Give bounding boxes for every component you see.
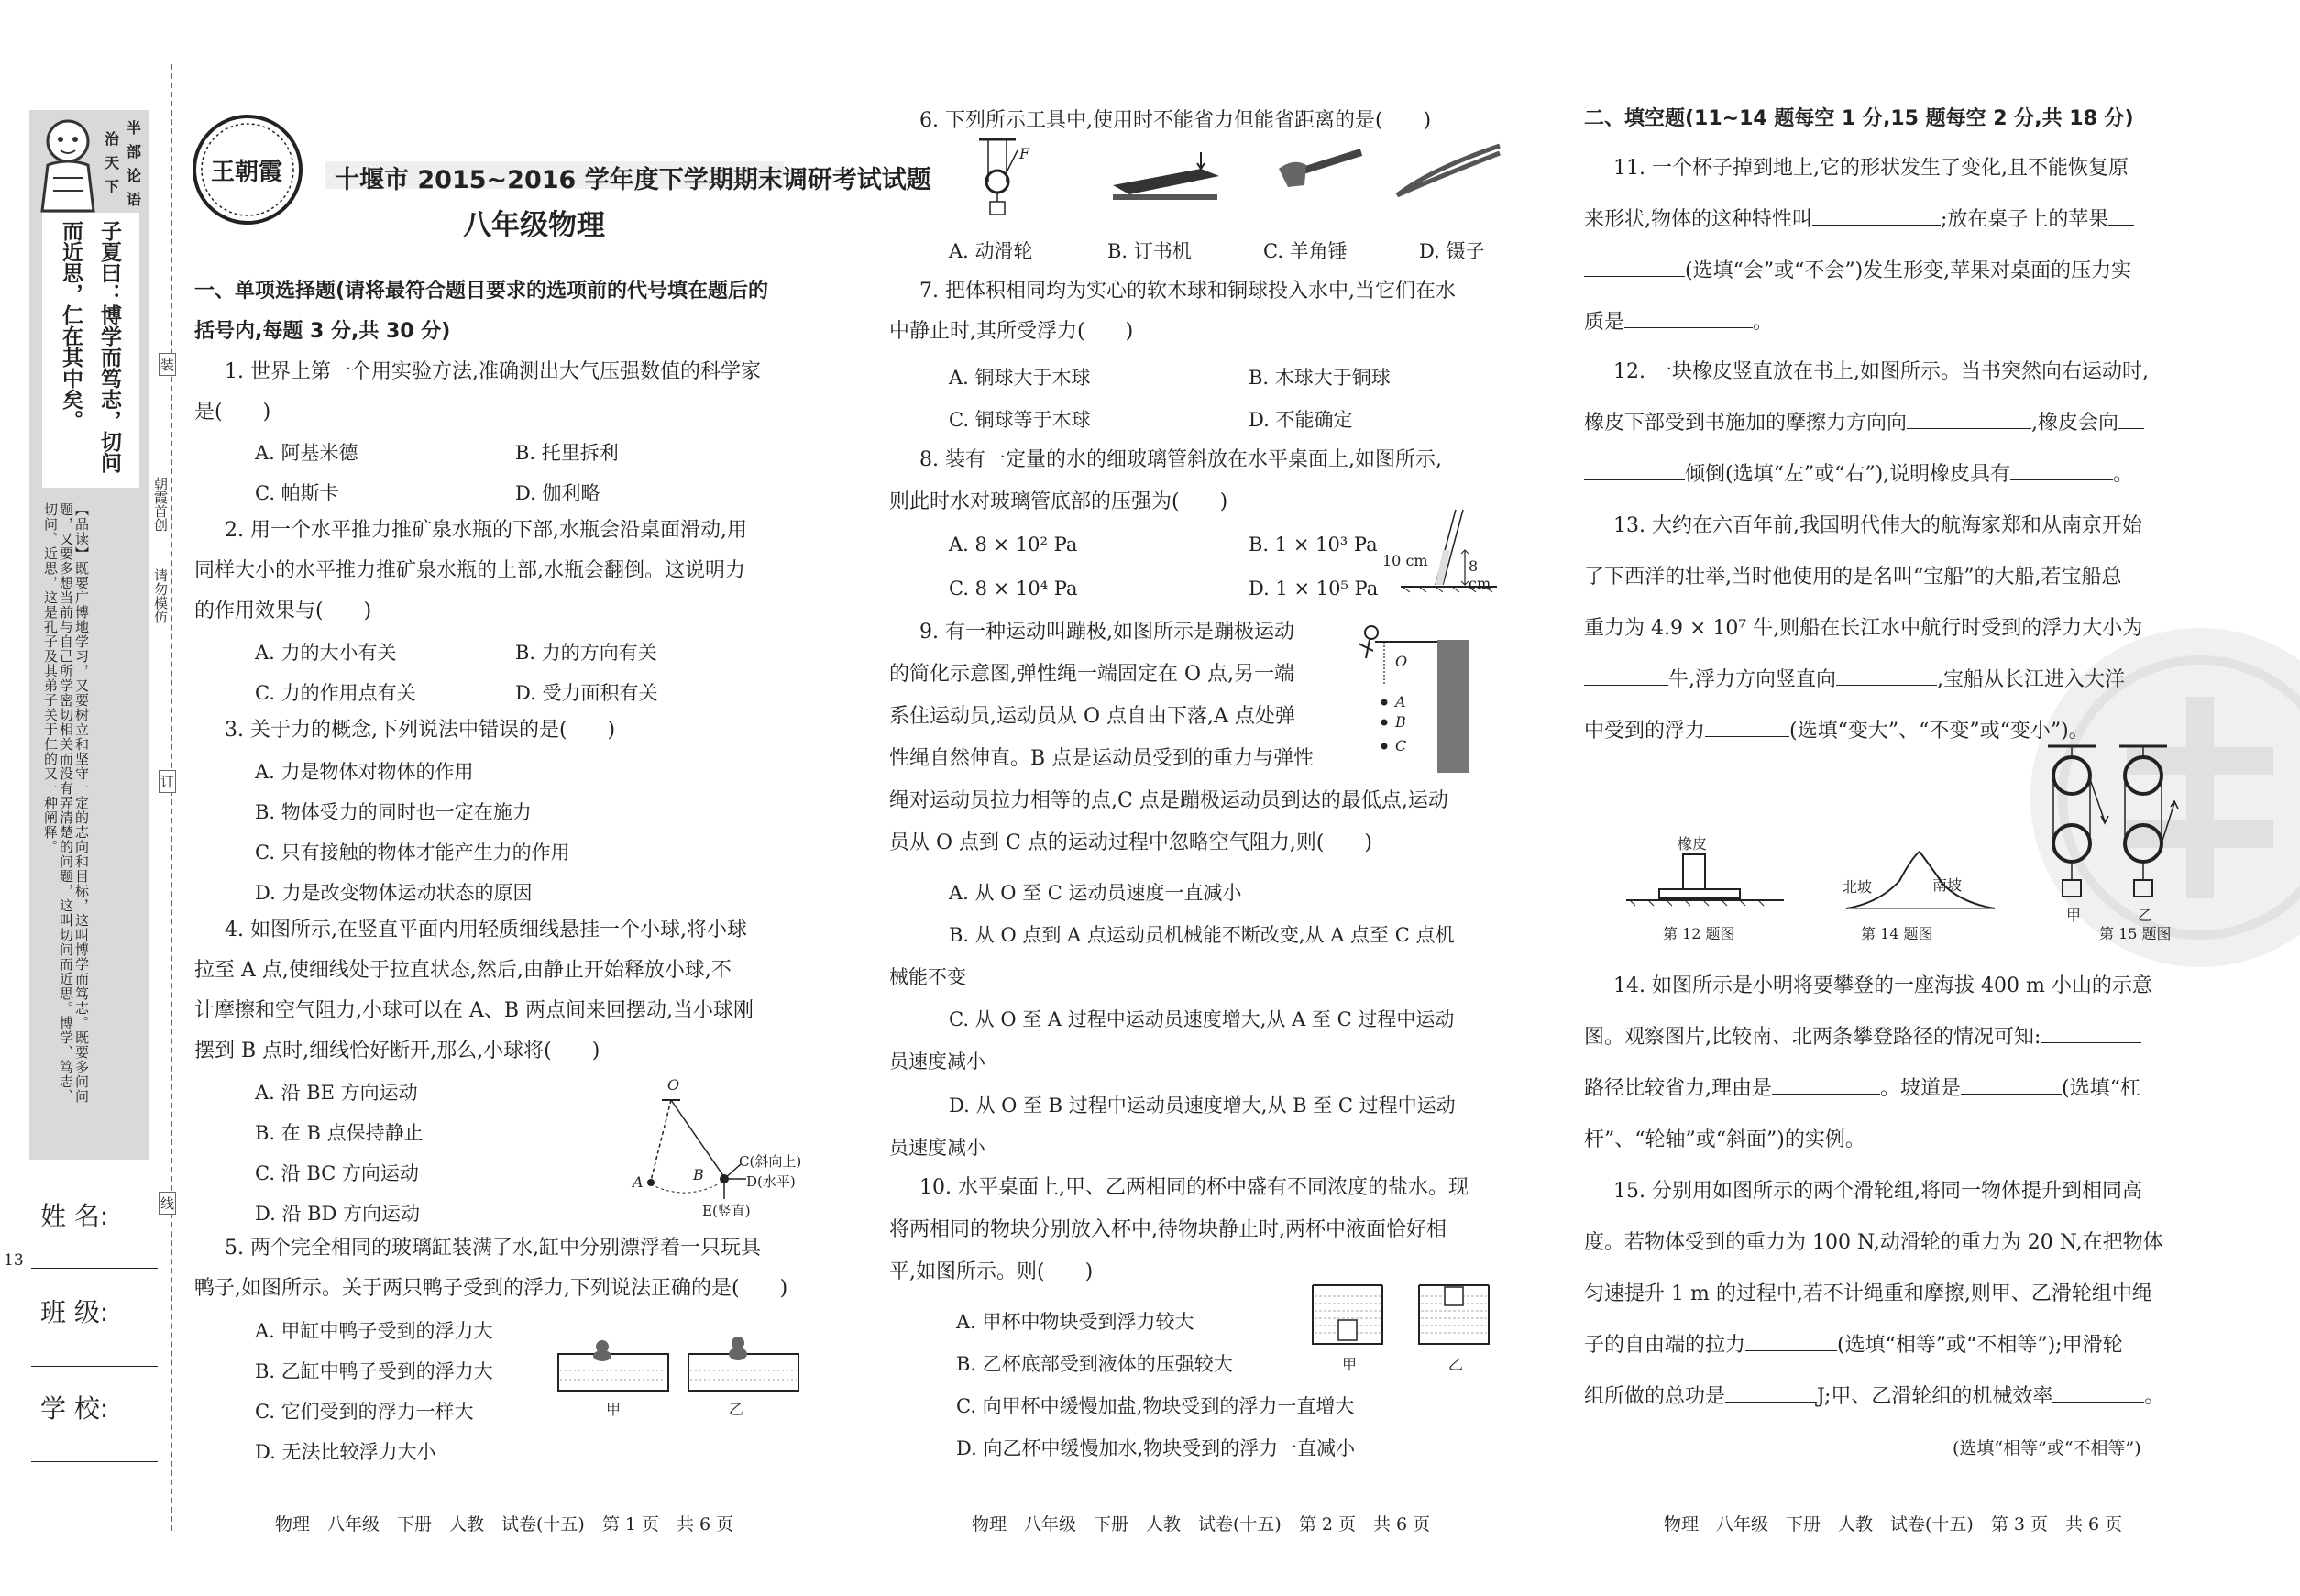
option: C. 帕斯卡 bbox=[255, 482, 339, 504]
option: C. 它们受到的浮力一样大 bbox=[255, 1401, 474, 1423]
question-9: 绳对运动员拉力相等的点,C 点是蹦极运动员到达的最低点,运动 bbox=[889, 789, 1448, 812]
question-1: 是( ) bbox=[194, 401, 271, 424]
logo bbox=[188, 110, 307, 229]
question-5: 鸭子,如图所示。关于两只鸭子受到的浮力,下列说法正确的是( ) bbox=[194, 1277, 788, 1300]
tweezers-figure bbox=[1393, 142, 1503, 206]
pendulum-figure bbox=[633, 1076, 816, 1219]
page-subtitle: 八年级物理 bbox=[463, 209, 605, 242]
option: D. 1 × 10⁵ Pa bbox=[1249, 578, 1379, 600]
option: C. 只有接触的物体才能产生力的作用 bbox=[255, 842, 570, 864]
answer-blank[interactable] bbox=[1772, 1073, 1880, 1095]
question-9: 的简化示意图,弹性绳一端固定在 O 点,另一端 bbox=[889, 663, 1295, 686]
bungee-figure bbox=[1357, 620, 1485, 776]
fig-label: O bbox=[1395, 653, 1408, 670]
option: B. 力的方向有关 bbox=[515, 642, 657, 664]
seal-char: 治 bbox=[105, 130, 120, 148]
claw-hammer-figure bbox=[1270, 145, 1370, 209]
option: A. 铜球大于木球 bbox=[949, 367, 1091, 389]
school-field[interactable] bbox=[31, 1461, 158, 1462]
option: C. 铜球等于木球 bbox=[949, 409, 1091, 431]
question-13: 重力为 4.9 × 10⁷ 牛,则船在长江水中航行时受到的浮力大小为 bbox=[1584, 617, 2143, 640]
fig-label: E(竖直) bbox=[702, 1203, 751, 1219]
binding-line bbox=[171, 64, 172, 1531]
question-7: 中静止时,其所受浮力( ) bbox=[889, 320, 1134, 343]
q11-text: (选填“会”或“不会”)发生形变,苹果对桌面的压力实 bbox=[1685, 259, 2132, 282]
question-6: 6. 下列所示工具中,使用时不能省力但能省距离的是( ) bbox=[919, 109, 1432, 132]
q15-text: 。 bbox=[2144, 1385, 2165, 1408]
eraser-figure bbox=[1623, 835, 1788, 944]
question-4: 摆到 B 点时,细线恰好断开,那么,小球将( ) bbox=[194, 1040, 600, 1062]
q12-text: 。 bbox=[2113, 463, 2134, 486]
pulley-blocks-figure bbox=[2035, 743, 2182, 953]
option: A. 力的大小有关 bbox=[255, 642, 397, 664]
option: D. 向乙杯中缓慢加水,物块受到的浮力一直减小 bbox=[956, 1437, 1356, 1459]
side-quote: 子夏曰：博学而笃志，切问而近思，仁在其中矣。 bbox=[59, 220, 121, 473]
pulley-figure bbox=[970, 136, 1034, 223]
question-7: 7. 把体积相同均为实心的软木球和铜球投入水中,当它们在水 bbox=[919, 280, 1456, 303]
option: C. 8 × 10⁴ Pa bbox=[949, 578, 1078, 600]
question-4: 4. 如图所示,在竖直平面内用轻质细线悬挂一个小球,将小球 bbox=[225, 919, 747, 941]
q12-text: ,橡皮会向 bbox=[2031, 412, 2119, 435]
glass-tube-figure bbox=[1382, 502, 1502, 594]
question-4: 计摩擦和空气阻力,小球可以在 A、B 两点间来回摆动,当小球刚 bbox=[194, 999, 754, 1022]
binding-note: 请勿模仿 bbox=[152, 568, 169, 623]
question-2: 2. 用一个水平推力推矿泉水瓶的下部,水瓶会沿桌面滑动,用 bbox=[225, 519, 747, 542]
fig-label: C(斜向上) bbox=[739, 1153, 802, 1170]
option: A. 动滑轮 bbox=[949, 240, 1033, 262]
option: B. 在 B 点保持静止 bbox=[255, 1122, 424, 1144]
question-3: 3. 关于力的概念,下列说法中错误的是( ) bbox=[225, 719, 616, 742]
question-12 bbox=[1584, 455, 2133, 495]
option: D. 从 O 至 B 过程中运动员速度增大,从 B 至 C 过程中运动 bbox=[949, 1095, 1456, 1117]
q15-text: 组所做的总功是 bbox=[1584, 1385, 1726, 1408]
question-10: 平,如图所示。则( ) bbox=[889, 1260, 1094, 1283]
option: A. 甲缸中鸭子受到的浮力大 bbox=[255, 1320, 493, 1342]
question-2: 同样大小的水平推力推矿泉水瓶的上部,水瓶会翻倒。这说明力 bbox=[194, 559, 745, 582]
question-12: 12. 一块橡皮竖直放在书上,如图所示。当书突然向右运动时, bbox=[1613, 360, 2149, 383]
q12-text: 橡皮下部受到书施加的摩擦力方向向 bbox=[1584, 412, 1908, 435]
fig-label: B bbox=[693, 1166, 704, 1183]
q13-text: 牛,浮力方向竖直向 bbox=[1668, 668, 1836, 691]
answer-blank[interactable] bbox=[2010, 459, 2113, 480]
school-label: 学 校: bbox=[40, 1393, 109, 1424]
answer-blank[interactable] bbox=[2052, 1381, 2144, 1403]
fig-caption: 第 12 题图 bbox=[1663, 925, 1735, 942]
question-9: 员从 O 点到 C 点的运动过程中忽略空气阻力,则( ) bbox=[889, 831, 1373, 854]
option: A. 从 O 至 C 运动员速度一直减小 bbox=[949, 882, 1242, 904]
question-2: 的作用效果与( ) bbox=[194, 600, 372, 622]
question-9: 9. 有一种运动叫蹦极,如图所示是蹦极运动 bbox=[919, 621, 1294, 644]
q14-text: 。坡道是 bbox=[1880, 1077, 1962, 1100]
side-commentary: 【品读】既要广博地学习，又要树立和坚守一定的志向和目标，这叫博学而笃志。既要多问问题，又要多想当前与自己所学密切相关而没有弄清楚的问题，这叫切问而近思。博学、笃志、切问、近思，这是孔子及其弟子关于仁的又一种阐释。 bbox=[42, 502, 90, 1104]
fig-label: 南坡 bbox=[1932, 876, 1963, 894]
question-15: 匀速提升 1 m 的过程中,若不计绳重和摩擦,则甲、乙滑轮组中绳 bbox=[1584, 1282, 2152, 1305]
class-field[interactable] bbox=[31, 1366, 158, 1367]
seal-char: 天 bbox=[105, 154, 120, 171]
question-10: 将两相同的物块分别放入杯中,待物块静止时,两杯中液面恰好相 bbox=[889, 1218, 1447, 1241]
seal-char: 语 bbox=[127, 191, 142, 208]
option: A. 甲杯中物块受到浮力较大 bbox=[956, 1311, 1194, 1333]
seal-char: 半 bbox=[127, 119, 142, 137]
fig-caption: 第 14 题图 bbox=[1861, 925, 1933, 942]
question-13: 13. 大约在六百年前,我国明代伟大的航海家郑和从南京开始 bbox=[1613, 514, 2142, 537]
option: A. 阿基米德 bbox=[255, 442, 358, 464]
stapler-figure bbox=[1109, 149, 1228, 204]
question-14 bbox=[1584, 1069, 2140, 1109]
fig-label: 乙 bbox=[1448, 1356, 1464, 1373]
q11-text: 质是 bbox=[1584, 311, 1625, 334]
option: C. 羊角锤 bbox=[1263, 240, 1348, 262]
page-footer-2: 物理 八年级 下册 人教 试卷(十五) 第 2 页 共 6 页 bbox=[972, 1514, 1431, 1535]
question-9: 性绳自然伸直。B 点是运动员受到的重力与弹性 bbox=[889, 747, 1315, 770]
option: A. 8 × 10² Pa bbox=[949, 534, 1078, 556]
binding-word: 订 bbox=[159, 770, 176, 793]
option: B. 从 O 点到 A 点运动员机械能不断改变,从 A 点至 C 点机 bbox=[949, 924, 1455, 946]
question-14: 14. 如图所示是小明将要攀登的一座海拔 400 m 小山的示意 bbox=[1613, 974, 2152, 997]
mountain-figure bbox=[1843, 848, 1998, 949]
fig-label: 乙 bbox=[2138, 907, 2153, 924]
question-14 bbox=[1584, 1018, 2141, 1058]
question-15: 15. 分别用如图所示的两个滑轮组,将同一物体提升到相同高 bbox=[1613, 1180, 2142, 1203]
question-13 bbox=[1584, 660, 2125, 700]
answer-blank[interactable] bbox=[1584, 459, 1685, 480]
fig-label: 甲 bbox=[606, 1401, 622, 1418]
question-13: 了下西洋的壮举,当时他使用的是名叫“宝船”的大船,若宝船总 bbox=[1584, 566, 2122, 589]
answer-blank[interactable] bbox=[1584, 665, 1668, 686]
name-label: 姓 名: bbox=[40, 1201, 109, 1231]
page-footer-3: 物理 八年级 下册 人教 试卷(十五) 第 3 页 共 6 页 bbox=[1664, 1514, 2123, 1535]
fig-label: A bbox=[633, 1173, 644, 1191]
answer-blank[interactable] bbox=[1961, 1073, 2062, 1095]
option: 员速度减小 bbox=[889, 1137, 985, 1159]
q14-text: (选填“杠 bbox=[2062, 1077, 2140, 1100]
fig-label: 8 cm bbox=[1469, 557, 1491, 592]
option: 械能不变 bbox=[889, 966, 966, 988]
question-12 bbox=[1584, 403, 2144, 444]
question-14: 杆”、“轮轴”或“斜面”)的实例。 bbox=[1584, 1128, 1865, 1151]
binding-word: 线 bbox=[159, 1192, 176, 1215]
question-13 bbox=[1584, 711, 2089, 752]
question-5: 5. 两个完全相同的玻璃缸装满了水,缸中分别漂浮着一只玩具 bbox=[225, 1237, 761, 1260]
fig-label: 北坡 bbox=[1843, 878, 1873, 896]
fig-label: 橡皮 bbox=[1678, 835, 1708, 853]
section-1-heading: 一、单项选择题(请将最符合题目要求的选项前的代号填在题后的 bbox=[194, 280, 769, 303]
q14-text: 路径比较省力,理由是 bbox=[1584, 1077, 1772, 1100]
option: D. 无法比较浮力大小 bbox=[255, 1441, 436, 1463]
fig-caption: 第 15 题图 bbox=[2099, 925, 2172, 942]
option: B. 1 × 10³ Pa bbox=[1249, 534, 1378, 556]
salt-water-cups-figure bbox=[1309, 1280, 1502, 1371]
logo-text: 王朝霞 bbox=[211, 159, 283, 186]
question-10: 10. 水平桌面上,甲、乙两相同的杯中盛有不同浓度的盐水。现 bbox=[919, 1176, 1469, 1199]
q11-text: 。 bbox=[1753, 311, 1774, 334]
option: D. 受力面积有关 bbox=[515, 682, 658, 704]
fig-label: 乙 bbox=[729, 1401, 744, 1418]
binding-word: 装 bbox=[159, 353, 176, 376]
fig-label: 甲 bbox=[2066, 907, 2082, 924]
answer-blank[interactable] bbox=[1705, 716, 1789, 737]
option: C. 沿 BC 方向运动 bbox=[255, 1162, 419, 1184]
fig-label: 10 cm bbox=[1382, 552, 1428, 569]
q11-text: 来形状,物体的这种特性叫 bbox=[1584, 208, 1812, 231]
section-2-heading: 二、填空题(11~14 题每空 1 分,15 题每空 2 分,共 18 分) bbox=[1584, 107, 2134, 130]
q15-text: (选填“相等”或“不相等”);甲滑轮 bbox=[1837, 1334, 2123, 1357]
question-11 bbox=[1584, 303, 1773, 343]
q14-text: 图。观察图片,比较南、北两条攀登路径的情况可知: bbox=[1584, 1026, 2041, 1049]
question-1: 1. 世界上第一个用实验方法,准确测出大气压强数值的科学家 bbox=[225, 360, 761, 383]
fig-label: B bbox=[1395, 713, 1406, 731]
answer-blank[interactable] bbox=[1907, 408, 2031, 429]
answer-blank[interactable] bbox=[1745, 1330, 1837, 1351]
question-9: 系住运动员,运动员从 O 点自由下落,A 点处弹 bbox=[889, 705, 1295, 728]
section-1-heading: 括号内,每题 3 分,共 30 分) bbox=[194, 320, 451, 343]
option: B. 物体受力的同时也一定在施力 bbox=[255, 801, 532, 823]
force-label: F bbox=[1019, 145, 1030, 162]
answer-blank[interactable] bbox=[2041, 1022, 2141, 1043]
fig-label: 甲 bbox=[1342, 1356, 1358, 1373]
option: B. 订书机 bbox=[1107, 240, 1192, 262]
fig-label: C bbox=[1395, 737, 1407, 754]
seal-char: 部 bbox=[127, 143, 142, 160]
answer-blank[interactable] bbox=[2108, 204, 2134, 226]
option: C. 向甲杯中缓慢加盐,物块受到的浮力一直增大 bbox=[956, 1395, 1355, 1417]
question-15 bbox=[1584, 1326, 2123, 1366]
q15-text: 子的自由端的拉力 bbox=[1584, 1334, 1746, 1357]
q13-text: 中受到的浮力 bbox=[1584, 720, 1706, 743]
option: B. 木球大于铜球 bbox=[1249, 367, 1391, 389]
option: 员速度减小 bbox=[889, 1051, 985, 1073]
answer-blank[interactable] bbox=[1624, 307, 1753, 328]
q12-text: 倾倒(选填“左”或“右”),说明橡皮具有 bbox=[1685, 463, 2011, 486]
q15-text: J;甲、乙滑轮组的机械效率 bbox=[1817, 1385, 2053, 1408]
option: B. 乙缸中鸭子受到的浮力大 bbox=[255, 1360, 493, 1382]
binding-note: 朝霞首创 bbox=[152, 477, 169, 532]
question-15: (选填“相等”或“不相等”) bbox=[1953, 1438, 2141, 1458]
seal-char: 论 bbox=[127, 167, 142, 184]
question-11: 11. 一个杯子掉到地上,它的形状发生了变化,且不能恢复原 bbox=[1613, 157, 2129, 180]
question-8: 8. 装有一定量的水的细玻璃管斜放在水平桌面上,如图所示, bbox=[919, 448, 1442, 471]
cartoon-figure-icon bbox=[33, 114, 106, 215]
answer-blank[interactable] bbox=[1584, 256, 1685, 277]
page-footer-1: 物理 八年级 下册 人教 试卷(十五) 第 1 页 共 6 页 bbox=[275, 1514, 734, 1535]
page-number: 13 bbox=[4, 1251, 24, 1270]
option: C. 从 O 至 A 过程中运动员速度增大,从 A 至 C 过程中运动 bbox=[949, 1008, 1455, 1030]
answer-blank[interactable] bbox=[1812, 204, 1941, 226]
answer-blank[interactable] bbox=[1725, 1381, 1817, 1403]
fig-label: O bbox=[667, 1076, 680, 1094]
option: D. 伽利略 bbox=[515, 482, 600, 504]
q13-text: (选填“变大”、“不变”或“变小”)。 bbox=[1789, 720, 2089, 743]
name-field[interactable] bbox=[31, 1268, 158, 1269]
question-4: 拉至 A 点,使细线处于拉直状态,然后,由静止开始释放小球,不 bbox=[194, 959, 732, 982]
question-8: 则此时水对玻璃管底部的压强为( ) bbox=[889, 490, 1228, 513]
question-15 bbox=[1584, 1377, 2164, 1417]
question-11 bbox=[1584, 200, 2134, 240]
duck-tanks-figure bbox=[555, 1325, 811, 1416]
option: D. 力是改变物体运动状态的原因 bbox=[255, 882, 533, 904]
option: B. 托里拆利 bbox=[515, 442, 619, 464]
seal-char: 下 bbox=[105, 178, 120, 195]
question-15: 度。若物体受到的重力为 100 N,动滑轮的重力为 20 N,在把物体 bbox=[1584, 1231, 2163, 1254]
class-label: 班 级: bbox=[40, 1297, 109, 1327]
fig-label: A bbox=[1395, 693, 1406, 710]
option: B. 乙杯底部受到液体的压强较大 bbox=[956, 1353, 1233, 1375]
option: D. 镊子 bbox=[1419, 240, 1485, 262]
page-title: 十堰市 2015~2016 学年度下学期期末调研考试试题 bbox=[335, 166, 931, 194]
q11-text: ;放在桌子上的苹果 bbox=[1941, 208, 2109, 231]
question-11 bbox=[1584, 251, 2131, 292]
q13-text: ,宝船从长江进入大洋 bbox=[1937, 668, 2125, 691]
option: A. 力是物体对物体的作用 bbox=[255, 761, 474, 783]
answer-blank[interactable] bbox=[1836, 665, 1937, 686]
answer-blank[interactable] bbox=[2118, 408, 2144, 429]
option: D. 沿 BD 方向运动 bbox=[255, 1203, 421, 1225]
option: A. 沿 BE 方向运动 bbox=[255, 1082, 418, 1104]
option: C. 力的作用点有关 bbox=[255, 682, 416, 704]
fig-label: D(水平) bbox=[746, 1173, 796, 1190]
option: D. 不能确定 bbox=[1249, 409, 1353, 431]
